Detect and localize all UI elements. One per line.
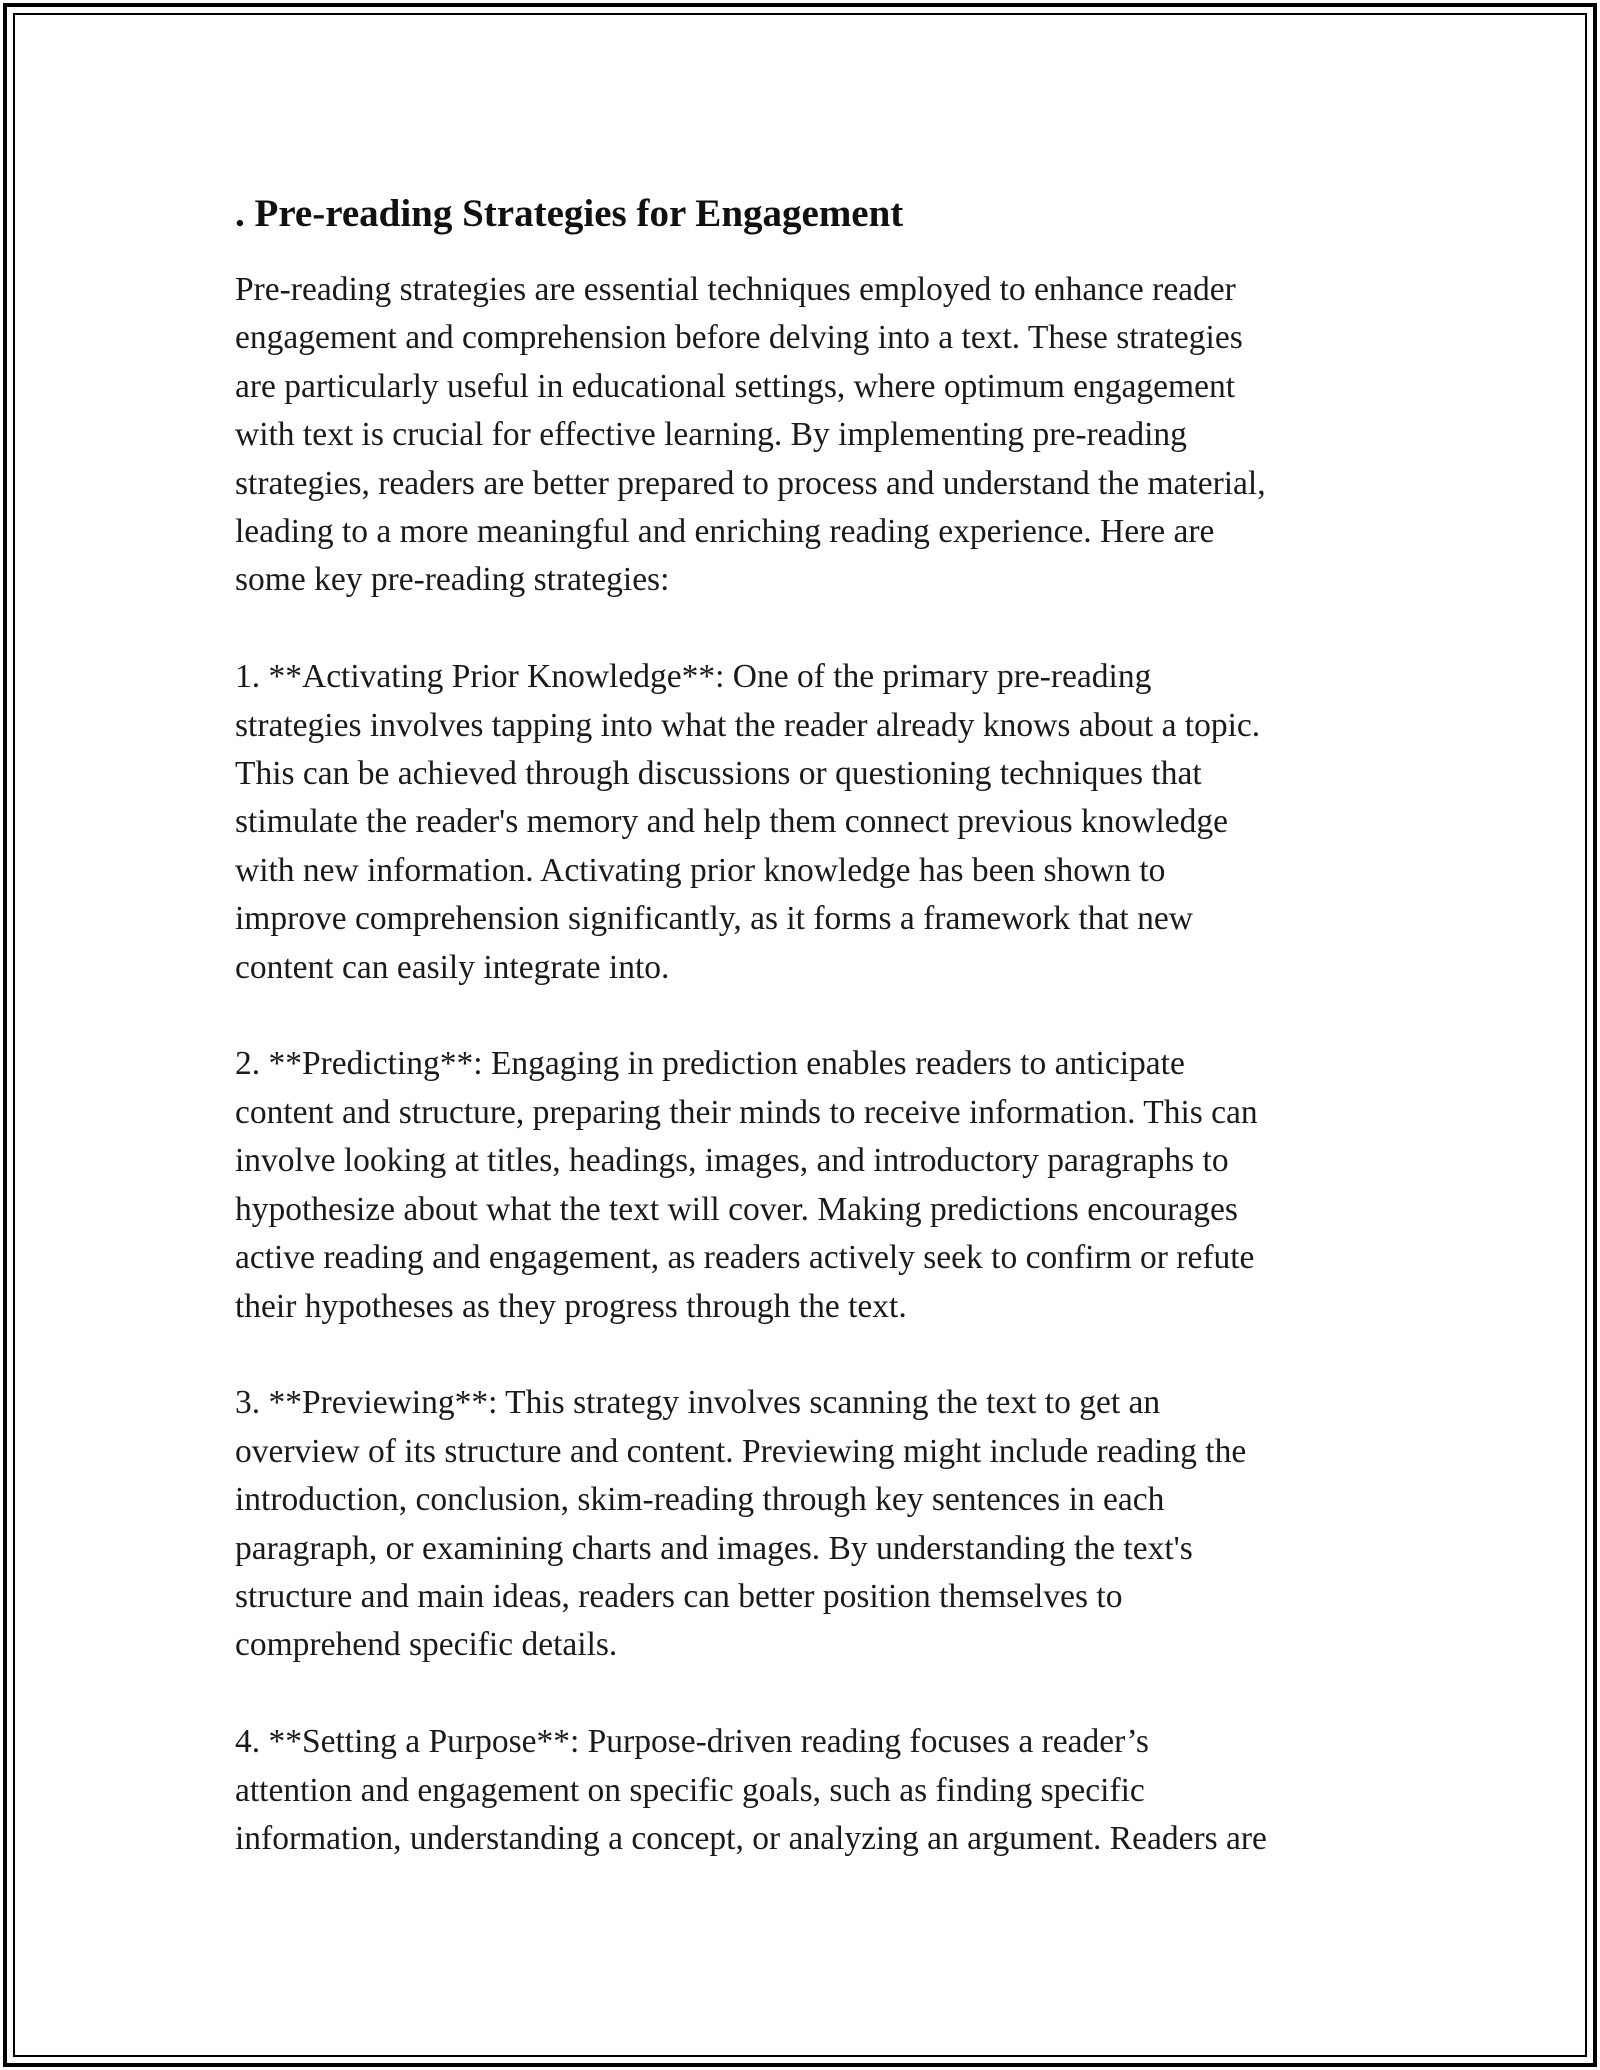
text-line: 3. **Previewing**: This strategy involves scanning the text to get an [235, 1384, 1161, 1422]
text-line: their hypotheses as they progress through the text. [235, 1287, 907, 1325]
text-line: This can be achieved through discussions or questioning techniques that [235, 755, 1202, 793]
text-line: leading to a more meaningful and enriching reading experience. Here are [235, 513, 1215, 551]
text-line: strategies involves tapping into what the reader already knows about a topic. [235, 706, 1261, 744]
text-line: active reading and engagement, as readers actively seek to confirm or refute [235, 1239, 1255, 1277]
text-line: paragraph, or examining charts and images. By understanding the text's [235, 1529, 1193, 1567]
text-line: attention and engagement on specific goals, such as finding specific [235, 1771, 1145, 1809]
text-line: engagement and comprehension before delving into a text. These strategies [235, 319, 1243, 357]
text-line: 2. **Predicting**: Engaging in prediction enables readers to anticipate [235, 1045, 1185, 1083]
paragraph-predicting [235, 1040, 1375, 1330]
text-line: content and structure, preparing their minds to receive information. This can [235, 1093, 1258, 1131]
text-line: 1. **Activating Prior Knowledge**: One of the primary pre-reading [235, 658, 1152, 696]
text-line: introduction, conclusion, skim-reading through key sentences in each [235, 1481, 1165, 1519]
text-line: information, understanding a concept, or analyzing an argument. Readers are [235, 1819, 1267, 1857]
section-heading: . Pre-reading Strategies for Engagement [235, 192, 904, 235]
text-line: stimulate the reader's memory and help them connect previous knowledge [235, 803, 1229, 841]
text-line: some key pre-reading strategies: [235, 561, 670, 599]
paragraph-intro [235, 266, 1375, 605]
text-line: structure and main ideas, readers can better position themselves to [235, 1577, 1123, 1615]
text-line: involve looking at titles, headings, images, and introductory paragraphs to [235, 1142, 1229, 1180]
text-line: with new information. Activating prior knowledge has been shown to [235, 851, 1166, 889]
paragraph-previewing [235, 1379, 1375, 1669]
text-line: Pre-reading strategies are essential techniques employed to enhance reader [235, 271, 1236, 308]
document-body [235, 186, 1375, 1912]
text-line: strategies, readers are better prepared to process and understand the material, [235, 464, 1266, 502]
text-line: content can easily integrate into. [235, 948, 670, 986]
text-line: comprehend specific details. [235, 1626, 618, 1664]
text-line: with text is crucial for effective learning. By implementing pre-reading [235, 416, 1187, 454]
text-line: overview of its structure and content. Previewing might include reading the [235, 1432, 1247, 1470]
text-line: 4. **Setting a Purpose**: Purpose-driven reading focuses a reader’s [235, 1723, 1149, 1761]
text-line: improve comprehension significantly, as it forms a framework that new [235, 900, 1193, 938]
paragraph-setting-a-purpose [235, 1718, 1375, 1863]
text-line: are particularly useful in educational settings, where optimum engagement [235, 367, 1236, 405]
text-line: hypothesize about what the text will cover. Making predictions encourages [235, 1190, 1238, 1228]
paragraph-activating-prior-knowledge [235, 653, 1375, 992]
